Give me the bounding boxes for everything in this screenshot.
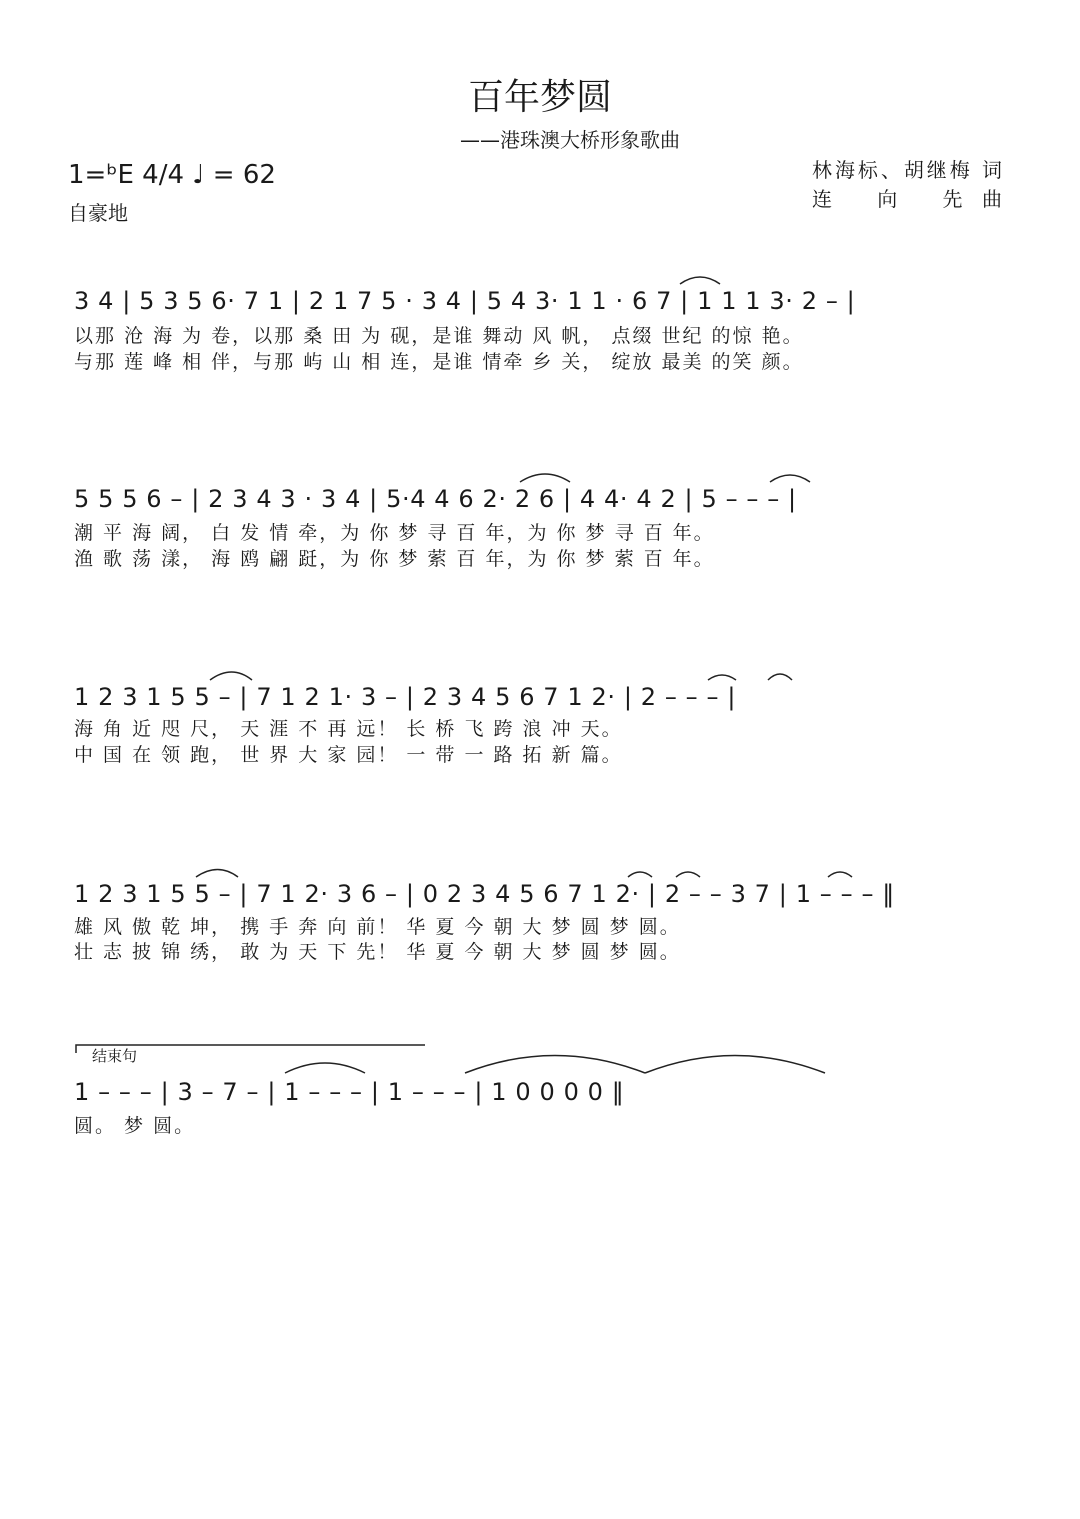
- lyrics-ending: 圆。 梦 圆。: [74, 1115, 196, 1137]
- slur: [708, 675, 736, 680]
- notation-line-3: 1 2 3 1 5 5 – | 7 1 2 1· 3 – | 2 3 4 5 6 7 1 2· | 2 – – – |: [74, 683, 737, 711]
- slur: [768, 674, 792, 680]
- notation-line-2: 5 5 5 6 – | 2 3 4 3 · 3 4 | 5·4 4 6 2· 2 6 | 4 4· 4 2 | 5 – – – |: [74, 485, 797, 513]
- ending-bracket: [76, 1045, 425, 1053]
- lyrics-verse1-line-3: 海 角 近 咫 尺， 天 涯 不 再 远！ 长 桥 飞 跨 浪 冲 天。: [74, 718, 623, 740]
- slur: [628, 872, 652, 877]
- slur: [645, 1056, 825, 1074]
- song-subtitle: ——港珠澳大桥形象歌曲: [460, 128, 680, 152]
- lyrics-verse2-line-4: 壮 志 披 锦 绣， 敢 为 天 下 先！ 华 夏 今 朝 大 梦 圆 梦 圆。: [74, 941, 681, 963]
- lyrics-verse1-line-1: 以那 沧 海 为 卷，以那 桑 田 为 砚，是谁 舞动 风 帆， 点缀 世纪 的惊 艳。: [74, 325, 804, 347]
- lyrics-verse2-line-2: 渔 歌 荡 漾， 海 鸥 翩 跹，为 你 梦 萦 百 年，为 你 梦 萦 百 年。: [74, 548, 715, 570]
- slur: [676, 872, 700, 877]
- slur: [465, 1056, 645, 1074]
- key-signature-tempo: 1=ᵇE 4/4 ♩ = 62: [68, 160, 276, 190]
- expression-marking: 自豪地: [68, 201, 128, 225]
- slur: [210, 672, 252, 680]
- notation-line-1: 3 4 | 5 3 5 6· 7 1 | 2 1 7 5 · 3 4 | 5 4 3· 1 1 · 6 7 | 1 1 1 3· 2 – |: [74, 287, 856, 315]
- notation-line-4: 1 2 3 1 5 5 – | 7 1 2· 3 6 – | 0 2 3 4 5 6 7 1 2· | 2 – – 3 7 | 1 – – – ‖: [74, 880, 895, 908]
- composer-credit: 连 向 先曲: [812, 187, 1002, 211]
- lyrics-verse1-line-4: 雄 风 傲 乾 坤， 携 手 奔 向 前！ 华 夏 今 朝 大 梦 圆 梦 圆。: [74, 916, 681, 938]
- lyrics-verse2-line-1: 与那 莲 峰 相 伴，与那 屿 山 相 连，是谁 情牵 乡 关， 绽放 最美 的笑 颜。: [74, 351, 804, 373]
- lyricist-credit: 林海标、胡继梅 词: [812, 158, 1002, 182]
- notation-line-ending: 1 – – – | 3 – 7 – | 1 – – – | 1 – – – | 1 0 0 0 0 ‖: [74, 1078, 625, 1106]
- slur: [828, 872, 852, 877]
- slur: [285, 1063, 365, 1073]
- slur: [770, 475, 810, 482]
- lyrics-verse2-line-3: 中 国 在 领 跑， 世 界 大 家 园！ 一 带 一 路 拓 新 篇。: [74, 744, 623, 766]
- ending-label: 结束句: [92, 1047, 138, 1065]
- slur: [680, 277, 720, 284]
- slur: [520, 474, 570, 482]
- lyrics-verse1-line-2: 潮 平 海 阔， 白 发 情 牵，为 你 梦 寻 百 年，为 你 梦 寻 百 年。: [74, 522, 715, 544]
- slur: [196, 870, 238, 878]
- song-title: 百年梦圆: [467, 77, 612, 118]
